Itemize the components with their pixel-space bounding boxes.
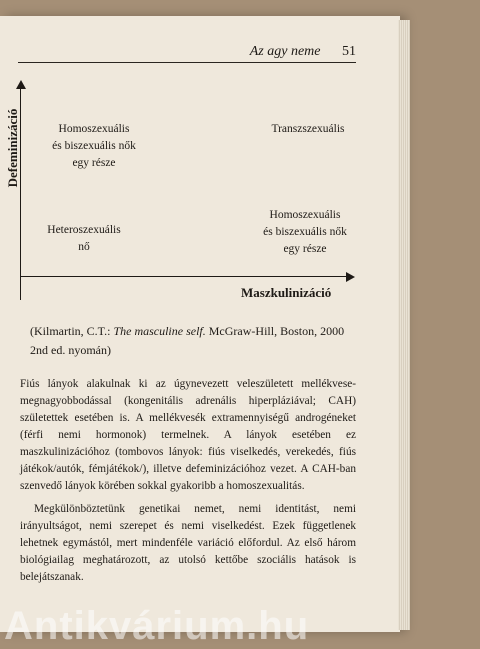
y-axis-label: Defeminizáció (5, 108, 20, 188)
source-before: (Kilmartin, C.T.: (30, 324, 114, 338)
quadrant-top-left (34, 121, 154, 172)
quadrant-bottom-right (245, 207, 365, 258)
x-axis-line (20, 276, 350, 277)
body-text (20, 376, 356, 592)
running-header (0, 44, 356, 60)
paragraph: Megkülönböztetünk genetikai nemet, nemi identitást, nemi irányultságot, nemi szerepet és nemi viselkedést. Ezek függetlenek lehetnek egymástól, mert mindenféle variáció előfordul. Az első három biológiailag meghatározott, az utolsó kettőbe szociális hatások is belejátszanak. (20, 503, 356, 583)
page-number: 51 (342, 44, 356, 59)
quadrant-line: Transzszexuális (271, 123, 345, 135)
quadrant-line: és biszexuális nők (52, 140, 136, 152)
quadrant-line: Homoszexuális (269, 209, 341, 221)
watermark: Antikvárium.hu (4, 604, 310, 648)
page-edge (398, 20, 410, 630)
x-axis-arrow-icon (346, 272, 355, 282)
quadrant-line: egy része (72, 157, 116, 169)
header-rule (18, 62, 356, 63)
paragraph: Fiús lányok alakulnak ki az úgynevezett veleszületett mellékvese-megnagyobbodással (kongenitális adrenális hiperpláziával; CAH) születettek esetében is. A mellékvesék extramennyiségű androgéneket (férfi nemi hormonok) termelnek. A lányok esetében ez maszkulinizációhoz (tombovos lányok: fiús viselkedés, verekedés, fiús játékok/autók, fémjátékok/), illetve defeminizációhoz vezet. A CAH-ban szenvedő lányok körében sokkal gyakoribb a homoszexualitás. (20, 378, 356, 492)
quadrant-line: és biszexuális nők (263, 226, 347, 238)
quadrant-bottom-left (24, 222, 144, 256)
y-axis-arrow-icon (16, 80, 26, 89)
quadrant-line: egy része (283, 243, 327, 255)
running-title: Az agy neme (249, 44, 321, 59)
quadrant-line: Heteroszexuális (47, 224, 121, 236)
quadrant-line: Homoszexuális (58, 123, 130, 135)
quadrant-top-right (248, 121, 368, 138)
source-after: McGraw-Hill, Boston, 2000 2nd ed. nyomán) (30, 324, 345, 357)
source-citation (30, 322, 360, 360)
source-book-title: The masculine self. (113, 324, 206, 338)
x-axis-label: Maszkulinizáció (241, 285, 332, 300)
quadrant-line: nő (78, 241, 90, 253)
